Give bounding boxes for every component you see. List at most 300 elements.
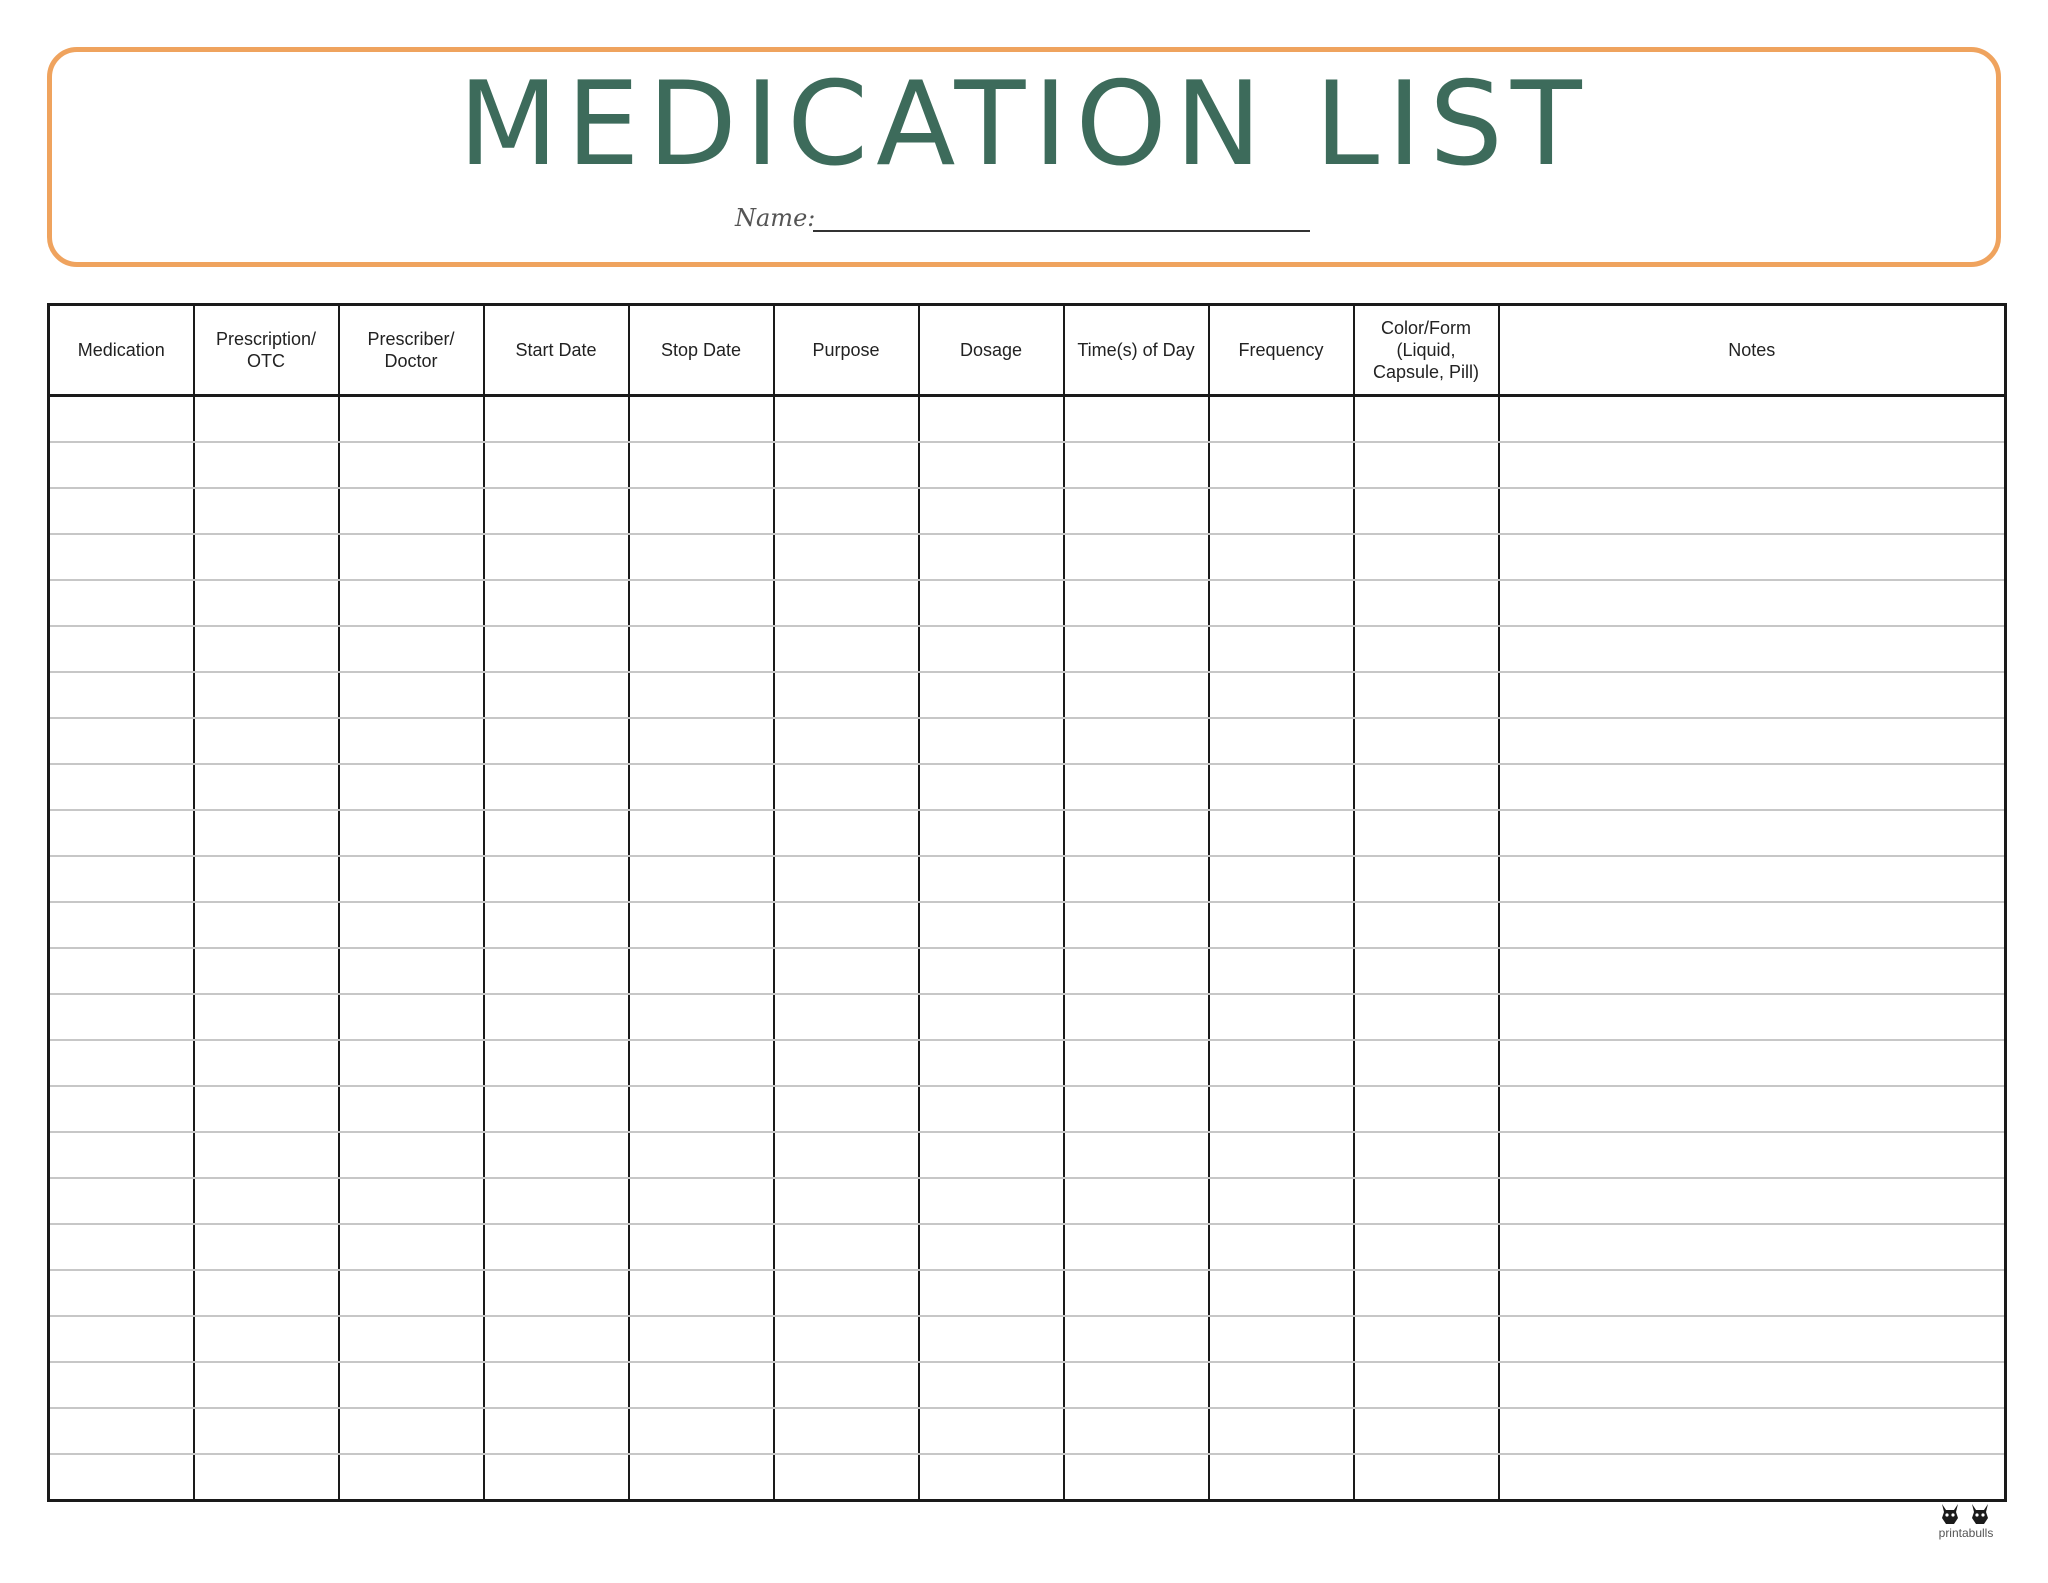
table-cell[interactable] (629, 534, 774, 580)
table-cell[interactable] (1209, 1362, 1354, 1408)
table-cell[interactable] (339, 396, 484, 443)
table-cell[interactable] (774, 948, 919, 994)
table-row (49, 1132, 2006, 1178)
table-cell[interactable] (774, 810, 919, 856)
table-cell[interactable] (1354, 1132, 1499, 1178)
table-cell[interactable] (1499, 948, 2006, 994)
table-cell[interactable] (774, 856, 919, 902)
table-cell[interactable] (1209, 626, 1354, 672)
table-cell[interactable] (774, 1454, 919, 1501)
table-cell[interactable] (919, 672, 1064, 718)
table-cell[interactable] (1499, 1316, 2006, 1362)
table-cell[interactable] (774, 1316, 919, 1362)
table-cell[interactable] (629, 718, 774, 764)
table-cell[interactable] (629, 626, 774, 672)
table-cell[interactable] (194, 1178, 339, 1224)
table-cell[interactable] (1209, 810, 1354, 856)
table-cell[interactable] (1354, 672, 1499, 718)
table-cell[interactable] (1499, 488, 2006, 534)
table-cell[interactable] (774, 764, 919, 810)
table-cell[interactable] (339, 1178, 484, 1224)
table-cell[interactable] (49, 1224, 194, 1270)
table-cell[interactable] (1354, 1408, 1499, 1454)
table-cell[interactable] (484, 764, 629, 810)
table-cell[interactable] (919, 902, 1064, 948)
table-cell[interactable] (484, 580, 629, 626)
table-cell[interactable] (1209, 718, 1354, 764)
table-cell[interactable] (774, 672, 919, 718)
table-cell[interactable] (774, 1132, 919, 1178)
table-cell[interactable] (1209, 948, 1354, 994)
table-cell[interactable] (1354, 488, 1499, 534)
table-cell[interactable] (1499, 1178, 2006, 1224)
table-cell[interactable] (1209, 902, 1354, 948)
table-cell[interactable] (629, 994, 774, 1040)
table-cell[interactable] (1354, 442, 1499, 488)
table-cell[interactable] (1209, 994, 1354, 1040)
table-cell[interactable] (339, 580, 484, 626)
table-cell[interactable] (1354, 1040, 1499, 1086)
table-cell[interactable] (629, 1270, 774, 1316)
table-cell[interactable] (49, 442, 194, 488)
table-cell[interactable] (919, 810, 1064, 856)
table-cell[interactable] (194, 856, 339, 902)
table-cell[interactable] (1209, 442, 1354, 488)
table-cell[interactable] (1499, 396, 2006, 443)
table-cell[interactable] (49, 488, 194, 534)
table-cell[interactable] (1064, 534, 1209, 580)
table-header-row (49, 305, 2006, 396)
table-cell[interactable] (1209, 856, 1354, 902)
table-cell[interactable] (49, 1316, 194, 1362)
table-cell[interactable] (1354, 1178, 1499, 1224)
table-cell[interactable] (49, 626, 194, 672)
table-cell[interactable] (484, 1086, 629, 1132)
table-cell[interactable] (1499, 1086, 2006, 1132)
table-cell[interactable] (1499, 1270, 2006, 1316)
table-cell[interactable] (484, 1408, 629, 1454)
table-cell[interactable] (49, 902, 194, 948)
table-cell[interactable] (1064, 580, 1209, 626)
table-cell[interactable] (194, 672, 339, 718)
table-cell[interactable] (194, 1362, 339, 1408)
table-cell[interactable] (1209, 396, 1354, 443)
table-cell[interactable] (49, 534, 194, 580)
table-cell[interactable] (484, 396, 629, 443)
table-cell[interactable] (194, 1132, 339, 1178)
table-cell[interactable] (194, 948, 339, 994)
table-cell[interactable] (774, 1270, 919, 1316)
table-cell[interactable] (1354, 534, 1499, 580)
column-header: Medication (49, 305, 194, 396)
table-cell[interactable] (1354, 1224, 1499, 1270)
table-cell[interactable] (774, 396, 919, 443)
table-cell[interactable] (1499, 1224, 2006, 1270)
table-cell[interactable] (1354, 396, 1499, 443)
table-cell[interactable] (1064, 672, 1209, 718)
table-cell[interactable] (919, 948, 1064, 994)
table-cell[interactable] (629, 488, 774, 534)
table-cell[interactable] (49, 396, 194, 443)
name-field-row (735, 200, 1315, 240)
table-cell[interactable] (49, 856, 194, 902)
table-cell[interactable] (484, 1178, 629, 1224)
table-cell[interactable] (1064, 442, 1209, 488)
table-cell[interactable] (339, 1040, 484, 1086)
table-cell[interactable] (1354, 626, 1499, 672)
table-cell[interactable] (339, 718, 484, 764)
table-row (49, 1454, 2006, 1501)
table-cell[interactable] (1499, 442, 2006, 488)
table-cell[interactable] (194, 902, 339, 948)
table-cell[interactable] (919, 1362, 1064, 1408)
table-cell[interactable] (1209, 1040, 1354, 1086)
table-cell[interactable] (1499, 764, 2006, 810)
table-cell[interactable] (484, 1040, 629, 1086)
table-cell[interactable] (1064, 1132, 1209, 1178)
table-cell[interactable] (339, 764, 484, 810)
table-cell[interactable] (1209, 1408, 1354, 1454)
table-cell[interactable] (1064, 1040, 1209, 1086)
table-cell[interactable] (774, 1408, 919, 1454)
table-cell[interactable] (919, 488, 1064, 534)
table-cell[interactable] (339, 856, 484, 902)
table-cell[interactable] (1354, 764, 1499, 810)
table-cell[interactable] (1064, 1178, 1209, 1224)
table-cell[interactable] (1354, 948, 1499, 994)
column-header: Prescriber/ Doctor (339, 305, 484, 396)
table-cell[interactable] (339, 902, 484, 948)
column-header: Notes (1499, 305, 2006, 396)
table-cell[interactable] (1064, 1362, 1209, 1408)
table-row (49, 488, 2006, 534)
table-cell[interactable] (49, 580, 194, 626)
table-cell[interactable] (194, 1270, 339, 1316)
table-cell[interactable] (919, 626, 1064, 672)
table-cell[interactable] (1354, 902, 1499, 948)
table-cell[interactable] (919, 534, 1064, 580)
table-cell[interactable] (194, 580, 339, 626)
table-cell[interactable] (774, 718, 919, 764)
table-cell[interactable] (1499, 1408, 2006, 1454)
table-cell[interactable] (774, 1178, 919, 1224)
table-cell[interactable] (1354, 1316, 1499, 1362)
table-cell[interactable] (1499, 534, 2006, 580)
table-cell[interactable] (629, 948, 774, 994)
table-cell[interactable] (194, 1224, 339, 1270)
table-cell[interactable] (1064, 1408, 1209, 1454)
table-cell[interactable] (339, 948, 484, 994)
column-header: Purpose (774, 305, 919, 396)
table-cell[interactable] (49, 994, 194, 1040)
table-cell[interactable] (194, 764, 339, 810)
table-cell[interactable] (1064, 994, 1209, 1040)
table-cell[interactable] (919, 1132, 1064, 1178)
table-cell[interactable] (919, 856, 1064, 902)
table-cell[interactable] (774, 488, 919, 534)
table-cell[interactable] (1499, 994, 2006, 1040)
table-cell[interactable] (1064, 1316, 1209, 1362)
table-row (49, 580, 2006, 626)
table-cell[interactable] (194, 626, 339, 672)
table-row (49, 902, 2006, 948)
table-cell[interactable] (194, 534, 339, 580)
table-cell[interactable] (919, 1408, 1064, 1454)
table-cell[interactable] (339, 1362, 484, 1408)
table-cell[interactable] (629, 810, 774, 856)
table-cell[interactable] (484, 902, 629, 948)
table-cell[interactable] (1354, 994, 1499, 1040)
table-cell[interactable] (484, 1454, 629, 1501)
table-cell[interactable] (194, 810, 339, 856)
table-cell[interactable] (194, 994, 339, 1040)
table-cell[interactable] (1209, 1132, 1354, 1178)
table-row (49, 1224, 2006, 1270)
table-cell[interactable] (484, 948, 629, 994)
table-cell[interactable] (1209, 1086, 1354, 1132)
table-cell[interactable] (1354, 580, 1499, 626)
table-cell[interactable] (194, 488, 339, 534)
table-cell[interactable] (1209, 764, 1354, 810)
table-cell[interactable] (774, 626, 919, 672)
table-cell[interactable] (484, 810, 629, 856)
table-cell[interactable] (629, 856, 774, 902)
table-cell[interactable] (339, 1408, 484, 1454)
table-cell[interactable] (484, 1362, 629, 1408)
table-cell[interactable] (629, 764, 774, 810)
table-cell[interactable] (1064, 764, 1209, 810)
column-header: Frequency (1209, 305, 1354, 396)
table-cell[interactable] (919, 1454, 1064, 1501)
table-cell[interactable] (1499, 1362, 2006, 1408)
table-cell[interactable] (49, 718, 194, 764)
table-cell[interactable] (1354, 810, 1499, 856)
table-cell[interactable] (774, 534, 919, 580)
table-cell[interactable] (194, 1086, 339, 1132)
table-cell[interactable] (339, 488, 484, 534)
table-row (49, 994, 2006, 1040)
table-cell[interactable] (919, 1224, 1064, 1270)
table-cell[interactable] (629, 1040, 774, 1086)
table-cell[interactable] (774, 902, 919, 948)
table-cell[interactable] (1354, 856, 1499, 902)
table-cell[interactable] (1354, 1270, 1499, 1316)
table-cell[interactable] (1064, 626, 1209, 672)
table-cell[interactable] (339, 672, 484, 718)
table-cell[interactable] (1209, 1178, 1354, 1224)
table-cell[interactable] (49, 1040, 194, 1086)
table-cell[interactable] (1064, 488, 1209, 534)
table-cell[interactable] (919, 994, 1064, 1040)
table-cell[interactable] (484, 534, 629, 580)
table-cell[interactable] (1354, 1362, 1499, 1408)
table-cell[interactable] (194, 1454, 339, 1501)
table-cell[interactable] (1064, 1454, 1209, 1501)
table-row (49, 1270, 2006, 1316)
table-row (49, 1178, 2006, 1224)
table-cell[interactable] (484, 672, 629, 718)
table-cell[interactable] (484, 1270, 629, 1316)
table-cell[interactable] (1064, 856, 1209, 902)
table-cell[interactable] (1064, 718, 1209, 764)
table-cell[interactable] (339, 1132, 484, 1178)
table-cell[interactable] (339, 994, 484, 1040)
table-cell[interactable] (919, 764, 1064, 810)
table-cell[interactable] (49, 1270, 194, 1316)
table-cell[interactable] (194, 442, 339, 488)
table-cell[interactable] (1499, 810, 2006, 856)
table-cell[interactable] (774, 1362, 919, 1408)
table-cell[interactable] (1499, 1454, 2006, 1501)
table-cell[interactable] (194, 396, 339, 443)
table-cell[interactable] (49, 1086, 194, 1132)
table-cell[interactable] (919, 1086, 1064, 1132)
table-cell[interactable] (629, 902, 774, 948)
table-cell[interactable] (919, 718, 1064, 764)
table-cell[interactable] (1209, 1316, 1354, 1362)
column-header: Time(s) of Day (1064, 305, 1209, 396)
table-cell[interactable] (1064, 1270, 1209, 1316)
table-cell[interactable] (919, 1316, 1064, 1362)
table-row (49, 1408, 2006, 1454)
table-cell[interactable] (1499, 718, 2006, 764)
table-cell[interactable] (49, 1132, 194, 1178)
logo-text: printabulls (1938, 1526, 1994, 1540)
table-cell[interactable] (339, 1224, 484, 1270)
table-cell[interactable] (484, 856, 629, 902)
table-cell[interactable] (49, 810, 194, 856)
table-cell[interactable] (1209, 1270, 1354, 1316)
table-row (49, 672, 2006, 718)
table-cell[interactable] (339, 1454, 484, 1501)
table-cell[interactable] (629, 1454, 774, 1501)
table-cell[interactable] (49, 1408, 194, 1454)
table-row (49, 1040, 2006, 1086)
column-header: Color/Form (Liquid, Capsule, Pill) (1354, 305, 1499, 396)
table-row (49, 442, 2006, 488)
table-cell[interactable] (49, 1362, 194, 1408)
table-cell[interactable] (1209, 1224, 1354, 1270)
table-cell[interactable] (919, 1270, 1064, 1316)
table-cell[interactable] (339, 442, 484, 488)
table-cell[interactable] (774, 994, 919, 1040)
table-cell[interactable] (629, 580, 774, 626)
table-cell[interactable] (194, 1408, 339, 1454)
table-row (49, 1086, 2006, 1132)
table-cell[interactable] (49, 672, 194, 718)
table-cell[interactable] (774, 1086, 919, 1132)
table-cell[interactable] (1209, 580, 1354, 626)
table-cell[interactable] (629, 442, 774, 488)
table-row (49, 1316, 2006, 1362)
table-cell[interactable] (1064, 1224, 1209, 1270)
table-cell[interactable] (774, 580, 919, 626)
table-cell[interactable] (1499, 626, 2006, 672)
table-cell[interactable] (629, 1086, 774, 1132)
table-cell[interactable] (919, 1178, 1064, 1224)
table-row (49, 764, 2006, 810)
table-cell[interactable] (484, 442, 629, 488)
table-cell[interactable] (484, 1316, 629, 1362)
table-cell[interactable] (774, 1224, 919, 1270)
table-cell[interactable] (919, 1040, 1064, 1086)
table-cell[interactable] (339, 626, 484, 672)
table-cell[interactable] (484, 488, 629, 534)
table-cell[interactable] (49, 764, 194, 810)
table-cell[interactable] (1064, 810, 1209, 856)
table-cell[interactable] (1499, 672, 2006, 718)
table-cell[interactable] (339, 1086, 484, 1132)
table-cell[interactable] (629, 672, 774, 718)
table-cell[interactable] (629, 396, 774, 443)
table-cell[interactable] (49, 1454, 194, 1501)
table-cell[interactable] (484, 1224, 629, 1270)
table-cell[interactable] (1064, 396, 1209, 443)
table-cell[interactable] (194, 1316, 339, 1362)
column-header: Start Date (484, 305, 629, 396)
printabulls-logo (1928, 1500, 2004, 1544)
table-cell[interactable] (1064, 948, 1209, 994)
table-cell[interactable] (1064, 902, 1209, 948)
table-cell[interactable] (1354, 1454, 1499, 1501)
bulls-logo-icon (1928, 1500, 2004, 1528)
table-cell[interactable] (629, 1224, 774, 1270)
table-cell[interactable] (339, 810, 484, 856)
column-header: Dosage (919, 305, 1064, 396)
table-cell[interactable] (484, 626, 629, 672)
table-cell[interactable] (339, 1270, 484, 1316)
table-cell[interactable] (1209, 672, 1354, 718)
table-row (49, 948, 2006, 994)
table-cell[interactable] (1209, 1454, 1354, 1501)
table-cell[interactable] (774, 1040, 919, 1086)
table-cell[interactable] (1499, 580, 2006, 626)
table-cell[interactable] (919, 442, 1064, 488)
table-cell[interactable] (1499, 1040, 2006, 1086)
table-cell[interactable] (1354, 718, 1499, 764)
table-cell[interactable] (194, 718, 339, 764)
table-cell[interactable] (484, 718, 629, 764)
table-cell[interactable] (194, 1040, 339, 1086)
table-cell[interactable] (339, 1316, 484, 1362)
table-cell[interactable] (49, 1178, 194, 1224)
table-cell[interactable] (1354, 1086, 1499, 1132)
table-cell[interactable] (1209, 534, 1354, 580)
table-cell[interactable] (1499, 902, 2006, 948)
table-cell[interactable] (49, 948, 194, 994)
table-cell[interactable] (774, 442, 919, 488)
table-cell[interactable] (629, 1408, 774, 1454)
table-cell[interactable] (629, 1362, 774, 1408)
medication-table (47, 303, 2007, 1502)
table-cell[interactable] (629, 1178, 774, 1224)
table-cell[interactable] (919, 396, 1064, 443)
table-cell[interactable] (629, 1316, 774, 1362)
table-row (49, 626, 2006, 672)
name-input-line[interactable] (813, 230, 1310, 232)
column-header: Prescription/ OTC (194, 305, 339, 396)
table-cell[interactable] (484, 1132, 629, 1178)
table-cell[interactable] (1499, 856, 2006, 902)
table-cell[interactable] (484, 994, 629, 1040)
table-cell[interactable] (629, 1132, 774, 1178)
table-cell[interactable] (1064, 1086, 1209, 1132)
table-cell[interactable] (1209, 488, 1354, 534)
table-cell[interactable] (919, 580, 1064, 626)
table-cell[interactable] (339, 534, 484, 580)
table-row (49, 1362, 2006, 1408)
table-cell[interactable] (1499, 1132, 2006, 1178)
